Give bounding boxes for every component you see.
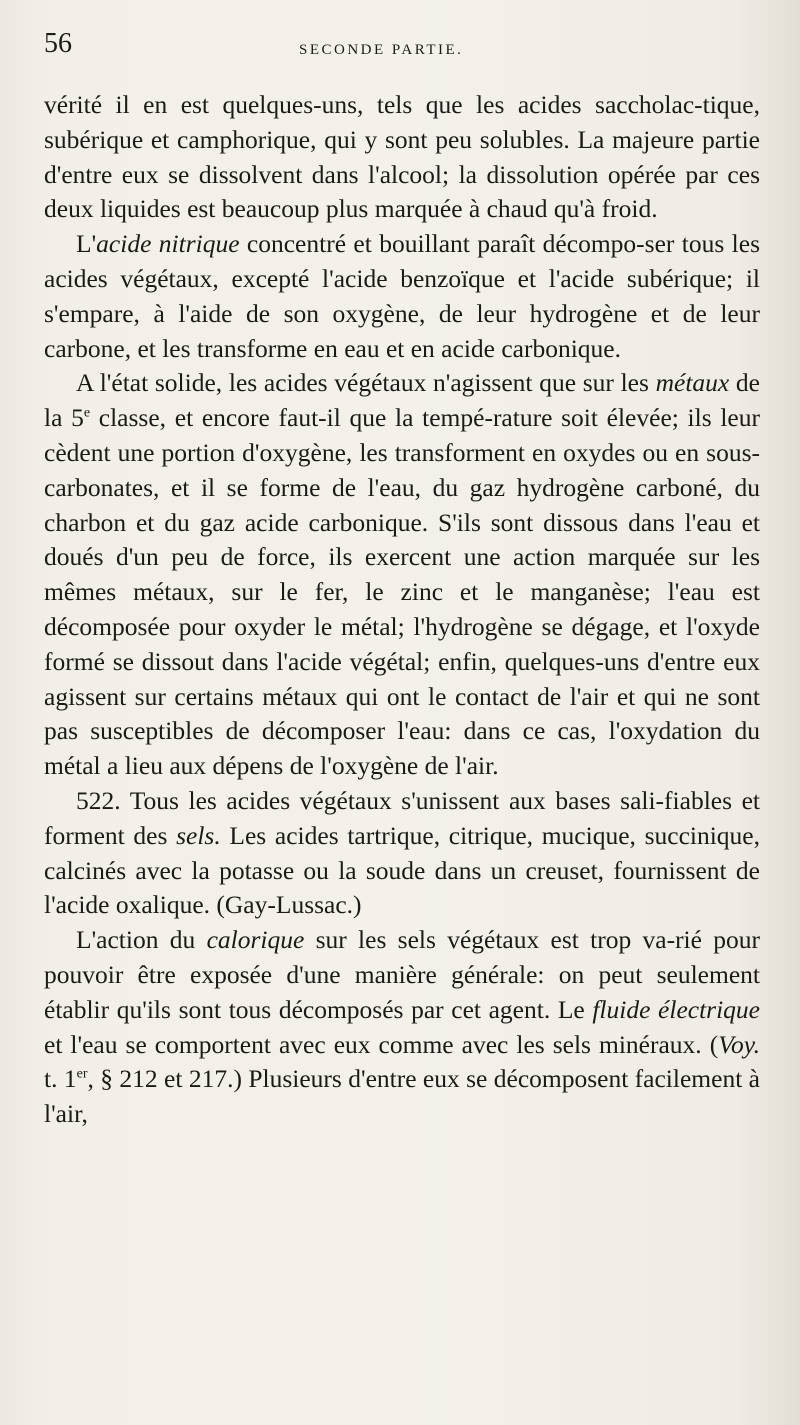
italic-text: fluide électrique bbox=[592, 994, 760, 1024]
running-title: SECONDE PARTIE. bbox=[299, 42, 464, 58]
running-head bbox=[44, 28, 760, 76]
text-run: sur les sels végétaux est trop va-rié pour pouvoir être exposée d'une manière générale: on peut seulement établir qu'ils sont tous décomposés par cet agent. Le bbox=[44, 925, 760, 1024]
text-run: L' bbox=[76, 229, 97, 259]
superscript-text: e bbox=[83, 405, 91, 421]
italic-text: Voy. bbox=[718, 1029, 760, 1059]
paragraph bbox=[44, 784, 760, 923]
paragraph bbox=[44, 923, 760, 1132]
italic-text: calorique bbox=[206, 925, 305, 955]
italic-text: acide nitrique bbox=[96, 229, 240, 259]
italic-text: métaux bbox=[655, 368, 730, 398]
text-run: vérité il en est quelques-uns, tels que les acides saccholac-tique, subérique et camphorique, qui y sont peu solubles. La majeure partie d'entre eux se dissolvent dans l'alcool; la dissolution opérée par ces deux liquides est beaucoup plus marquée à chaud qu'à froid. bbox=[44, 90, 760, 224]
italic-text: sels. bbox=[176, 820, 221, 850]
text-run: 522. Tous les acides végétaux s'unissent aux bases sali-fiables et forment des bbox=[44, 785, 760, 850]
text-run: concentré et bouillant paraît décompo-ser tous les acides végétaux, excepté l'acide benzoïque et l'acide subérique; il s'empare, à l'aide de son oxygène, de leur hydrogène et de leur carbone, et les transforme en eau et en acide carbonique. bbox=[44, 229, 760, 363]
text-run: de la 5 bbox=[44, 368, 760, 433]
text-run: t. 1 bbox=[44, 1064, 77, 1094]
text-run: L'action du bbox=[76, 925, 207, 955]
paragraph bbox=[44, 227, 760, 366]
paragraph bbox=[44, 366, 760, 784]
page-number: 56 bbox=[44, 28, 72, 59]
text-run: , § 212 et 217.) Plusieurs d'entre eux se décomposent facilement à l'air, bbox=[44, 1064, 760, 1129]
paragraph bbox=[44, 88, 760, 227]
text-run: Les acides tartrique, citrique, mucique, succinique, calcinés avec la potasse ou la soude dans un creuset, fournissent de l'acide oxalique. (Gay-Lussac.) bbox=[44, 820, 760, 920]
text-run: A l'état solide, les acides végétaux n'agissent que sur les bbox=[76, 368, 656, 398]
body-text bbox=[44, 88, 760, 1132]
text-run: classe, et encore faut-il que la tempé-rature soit élevée; ils leur cèdent une portion d'oxygène, les transforment en oxydes ou en sous-carbonates, et il se forme de l'eau, du gaz hydrogène carboné, du charbon et du gaz acide carbonique. S'ils sont dissous dans l'eau et doués d'un peu de force, ils exercent une action marquée sur les mêmes métaux, sur le fer, le zinc et le manganèse; l'eau est décomposée pour oxyder le métal; l'hydrogène se dégage, et l'oxyde formé se dissout dans l'acide végétal; enfin, quelques-uns d'entre eux agissent sur certains métaux qui ont le contact de l'air et qui ne sont pas susceptibles de décomposer l'eau: dans ce cas, l'oxydation du métal a lieu aux dépens de l'oxygène de l'air. bbox=[44, 403, 760, 781]
superscript-text: er bbox=[76, 1066, 88, 1082]
text-run: et l'eau se comportent avec eux comme avec les sels minéraux. ( bbox=[44, 1029, 719, 1059]
